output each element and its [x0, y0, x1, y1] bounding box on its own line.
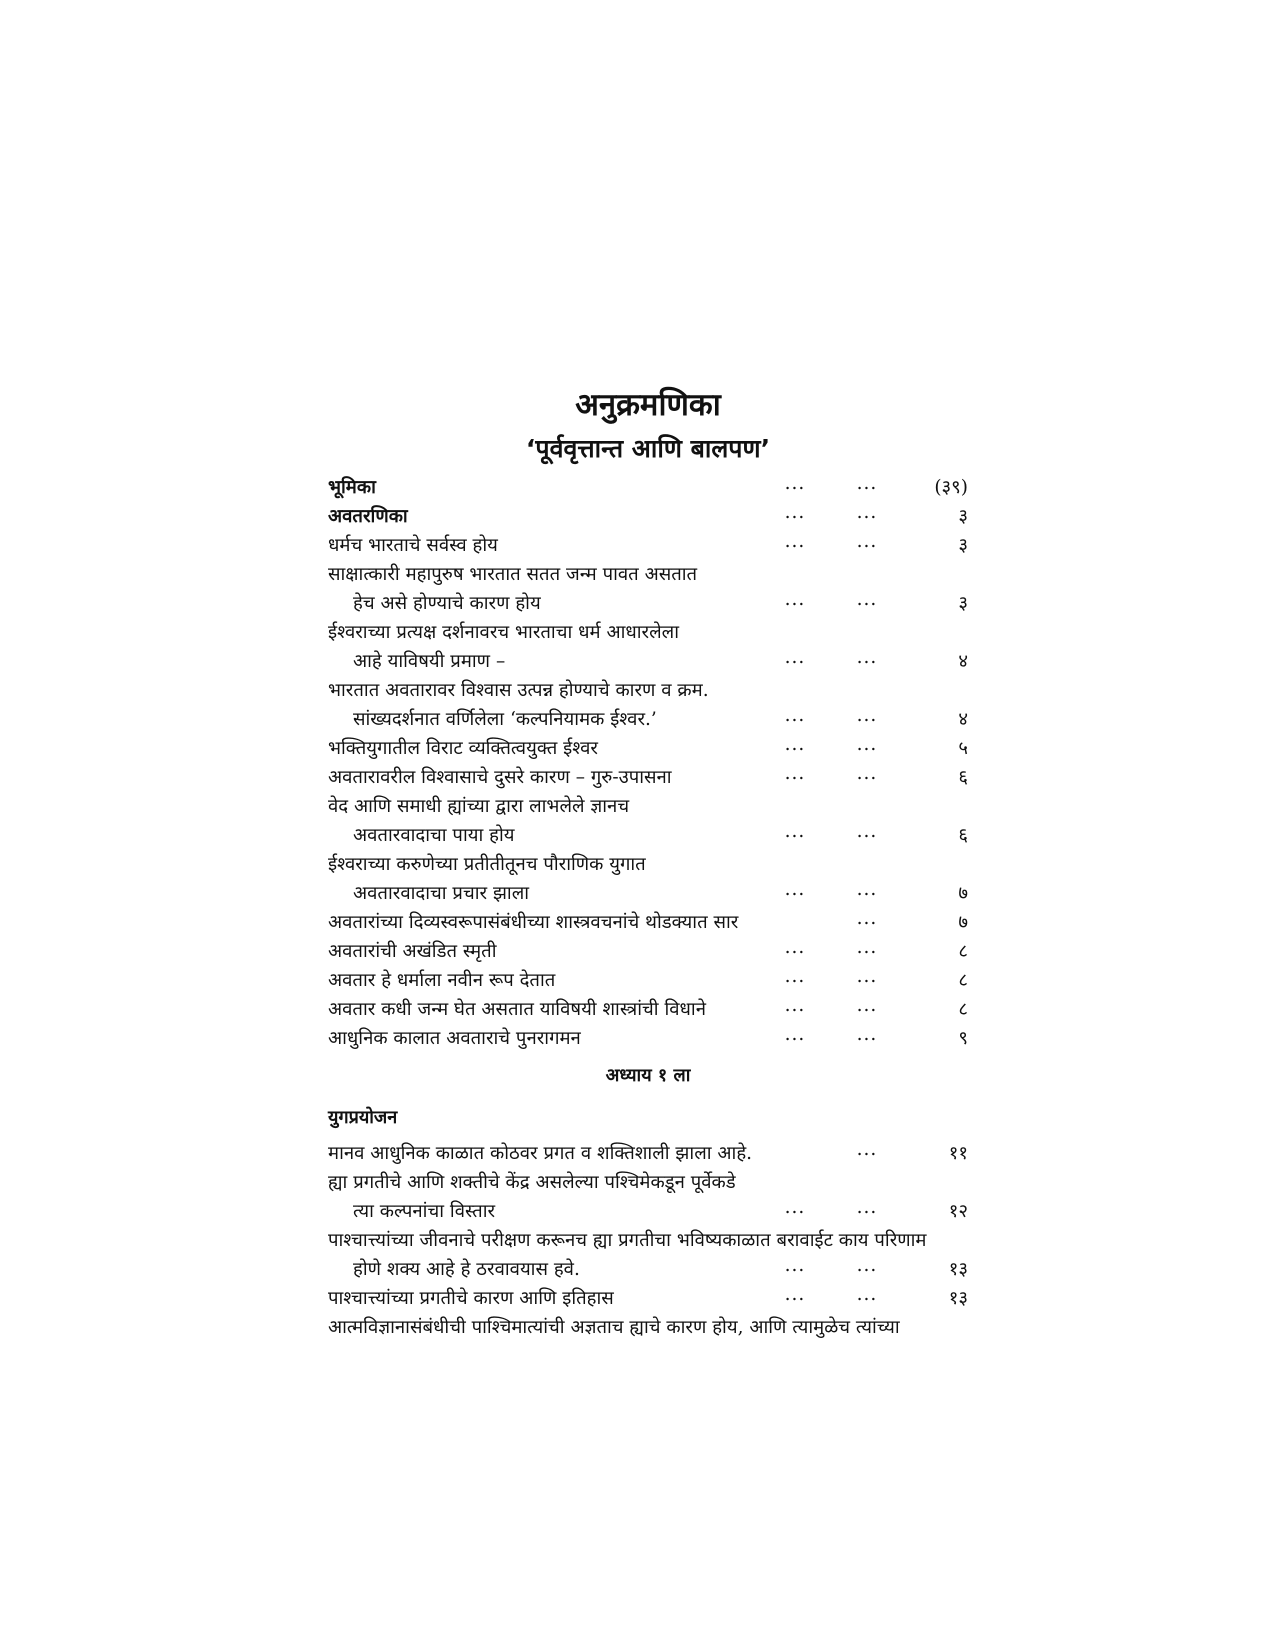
- toc-leader-dots: ...: [784, 734, 806, 755]
- toc-page-number: ५: [958, 738, 968, 759]
- toc-list-part1: [328, 473, 968, 1053]
- toc-page-number: ७: [958, 883, 968, 904]
- toc-leader-dots: ...: [784, 763, 806, 784]
- toc-page-number: १३: [948, 1259, 968, 1280]
- toc-leader-dots: ...: [856, 734, 878, 755]
- toc-leader-dots: ...: [856, 937, 878, 958]
- toc-leader-dots: ...: [856, 1024, 878, 1045]
- toc-entry-title: ह्या प्रगतीचे आणि शक्तीचे केंद्र असलेल्या पश्चिमेकडून पूर्वेकडे: [328, 1172, 736, 1193]
- toc-entry-title: अवतारवादाचा पाया होय: [353, 825, 515, 846]
- toc-page-number: ६: [958, 767, 968, 788]
- toc-entry-title: धर्मच भारताचे सर्वस्व होय: [328, 535, 498, 556]
- toc-leader-dots: ...: [784, 1197, 806, 1218]
- toc-page-number: १३: [948, 1288, 968, 1309]
- toc-leader-dots: ...: [856, 705, 878, 726]
- toc-page-number: ९: [958, 1028, 968, 1049]
- toc-entry: [328, 821, 968, 850]
- toc-entry: [328, 1284, 968, 1313]
- toc-entry-title: मानव आधुनिक काळात कोठवर प्रगत व शक्तिशाली झाला आहे.: [328, 1143, 753, 1164]
- toc-leader-dots: ...: [784, 502, 806, 523]
- toc-entry-title: पाश्चात्त्यांच्या प्रगतीचे कारण आणि इतिहास: [328, 1288, 614, 1309]
- toc-page-number: ७: [958, 912, 968, 933]
- toc-entry-title: त्या कल्पनांचा विस्तार: [353, 1201, 496, 1222]
- toc-leader-dots: ...: [784, 589, 806, 610]
- toc-leader-dots: ...: [784, 821, 806, 842]
- toc-entry: [328, 1197, 968, 1226]
- toc-entry-title: अवतारावरील विश्वासाचे दुसरे कारण – गुरु-उपासना: [328, 767, 672, 788]
- toc-page-number: ३: [958, 535, 968, 556]
- toc-leader-dots: ...: [784, 647, 806, 668]
- toc-entry-title: आधुनिक कालात अवताराचे पुनरागमन: [328, 1028, 581, 1049]
- chapter-heading: अध्याय १ ला: [605, 1065, 691, 1086]
- toc-leader-dots: ...: [856, 1139, 878, 1160]
- toc-entry: [328, 589, 968, 618]
- toc-page-number: ३: [958, 593, 968, 614]
- toc-leader-dots: ...: [784, 1255, 806, 1276]
- toc-list-part2: [328, 1139, 968, 1342]
- section-heading: युगप्रयोजन: [328, 1107, 398, 1128]
- toc-entry-title: भारतात अवतारावर विश्वास उत्पन्न होण्याचे कारण व क्रम.: [328, 680, 709, 701]
- toc-page-number: ३: [958, 506, 968, 527]
- toc-leader-dots: ...: [856, 1255, 878, 1276]
- toc-page-number: ६: [958, 825, 968, 846]
- toc-page-number: ८: [958, 999, 968, 1020]
- toc-leader-dots: ...: [856, 995, 878, 1016]
- toc-entry-title: अवतरणिका: [328, 506, 408, 527]
- toc-entry: [328, 1024, 968, 1053]
- toc-leader-dots: ...: [856, 966, 878, 987]
- toc-entry-title: सांख्यदर्शनात वर्णिलेला ‘कल्पनियामक ईश्वर.’: [353, 709, 657, 730]
- toc-entry-title: साक्षात्कारी महापुरुष भारतात सतत जन्म पावत असतात: [328, 564, 698, 585]
- toc-entry-title: अवतारवादाचा प्रचार झाला: [353, 883, 530, 904]
- toc-entry-title: ईश्वराच्या प्रत्यक्ष दर्शनावरच भारताचा धर्म आधारलेला: [328, 622, 679, 643]
- toc-leader-dots: ...: [856, 908, 878, 929]
- toc-entry-title: अवतार हे धर्माला नवीन रूप देतात: [328, 970, 556, 991]
- toc-leader-dots: ...: [856, 1197, 878, 1218]
- toc-leader-dots: ...: [856, 473, 878, 494]
- toc-leader-dots: ...: [856, 879, 878, 900]
- toc-entry: [328, 531, 968, 560]
- toc-page-number: (३९): [934, 477, 968, 498]
- toc-leader-dots: ...: [784, 937, 806, 958]
- toc-entry-title: होणे शक्य आहे हे ठरवावयास हवे.: [353, 1259, 580, 1280]
- toc-page-number: ८: [958, 941, 968, 962]
- toc-entry: [328, 1139, 968, 1168]
- toc-page-number: १२: [948, 1201, 968, 1222]
- toc-entry-title: भूमिका: [328, 477, 376, 498]
- toc-page-number: ११: [948, 1143, 968, 1164]
- toc-page-number: ४: [958, 709, 968, 730]
- toc-leader-dots: ...: [784, 1024, 806, 1045]
- toc-leader-dots: ...: [784, 995, 806, 1016]
- toc-entry-title: आत्मविज्ञानासंबंधीची पाश्चिमात्यांची अज्ञताच ह्याचे कारण होय, आणि त्यामुळेच त्यांच्या: [328, 1317, 900, 1338]
- toc-entry-title: हेच असे होण्याचे कारण होय: [353, 593, 541, 614]
- toc-entry: [328, 763, 968, 792]
- toc-leader-dots: ...: [784, 705, 806, 726]
- toc-leader-dots: ...: [856, 502, 878, 523]
- toc-page-number: ४: [958, 651, 968, 672]
- toc-leader-dots: ...: [856, 531, 878, 552]
- toc-leader-dots: ...: [856, 821, 878, 842]
- toc-leader-dots: ...: [784, 531, 806, 552]
- toc-entry-title: ईश्वराच्या करुणेच्या प्रतीतीतूनच पौराणिक युगात: [328, 854, 646, 875]
- toc-leader-dots: ...: [856, 763, 878, 784]
- toc-leader-dots: ...: [784, 879, 806, 900]
- toc-leader-dots: ...: [856, 647, 878, 668]
- page-subtitle: ‘पूर्ववृत्तान्त आणि बालपण’: [525, 434, 771, 463]
- toc-entry-title: अवतारांच्या दिव्यस्वरूपासंबंधीच्या शास्त्रवचनांचे थोडक्यात सार: [328, 912, 739, 933]
- toc-entry-title: वेद आणि समाधी ह्यांच्या द्वारा लाभलेले ज्ञानच: [328, 796, 630, 817]
- toc-leader-dots: ...: [856, 589, 878, 610]
- toc-leader-dots: ...: [784, 1284, 806, 1305]
- toc-entry-title: अवतार कधी जन्म घेत असतात याविषयी शास्त्रांची विधाने: [328, 999, 706, 1020]
- toc-entry: [328, 647, 968, 676]
- toc-page-number: ८: [958, 970, 968, 991]
- page-title: अनुक्रमणिका: [575, 387, 721, 423]
- toc-leader-dots: ...: [784, 966, 806, 987]
- toc-leader-dots: ...: [784, 473, 806, 494]
- toc-entry-title: भक्तियुगातील विराट व्यक्तित्वयुक्त ईश्वर: [328, 738, 598, 759]
- toc-entry: [328, 1313, 968, 1342]
- toc-entry-title: आहे याविषयी प्रमाण –: [353, 651, 506, 672]
- toc-entry-title: अवतारांची अखंडित स्मृती: [328, 941, 497, 962]
- toc-leader-dots: ...: [856, 1284, 878, 1305]
- toc-page: [328, 383, 968, 1342]
- toc-entry-title: पाश्चात्त्यांच्या जीवनाचे परीक्षण करूनच ह्या प्रगतीचा भविष्यकाळात बरावाईट काय परिणाम: [328, 1230, 927, 1251]
